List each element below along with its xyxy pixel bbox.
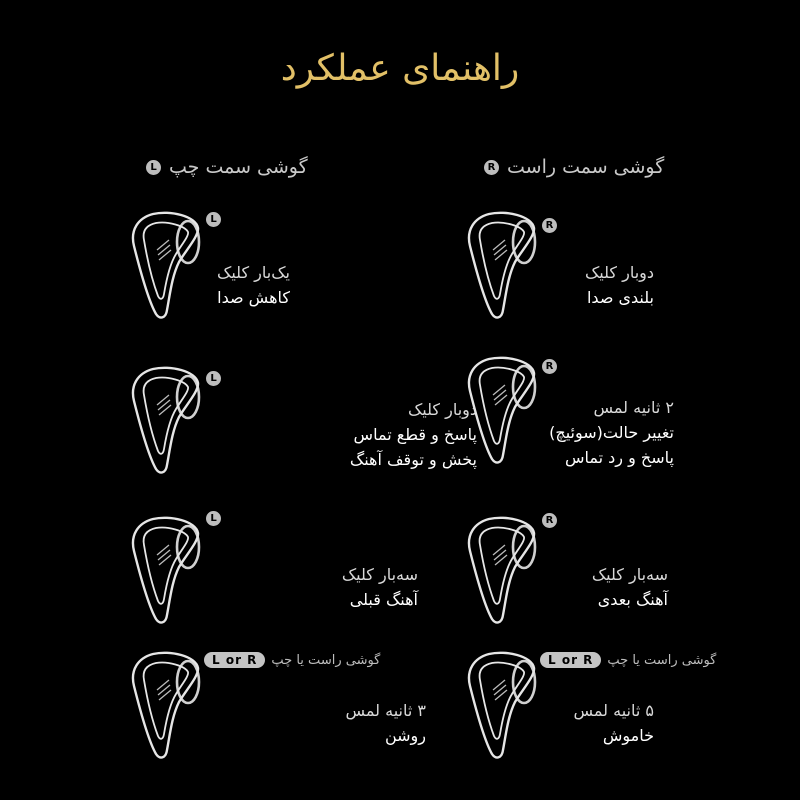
action-result: آهنگ قبلی — [349, 590, 418, 609]
action-result: خاموش — [602, 726, 654, 745]
left-card-3-text — [342, 562, 418, 612]
either-ear-text: گوشی راست یا چپ — [271, 652, 381, 668]
either-ear-label — [204, 652, 380, 668]
right-card-badge-icon: R — [542, 218, 557, 233]
earbud-icon — [466, 355, 546, 471]
earbud-icon — [130, 365, 210, 481]
left-heading-text: گوشی سمت چپ — [169, 156, 308, 178]
action-label: دوبار کلیک — [584, 263, 654, 282]
either-ear-label — [540, 652, 716, 668]
action-label: ۲ ثانیه لمس — [593, 398, 674, 417]
left-card-badge-icon: L — [206, 511, 221, 526]
right-card-badge-icon: R — [542, 513, 557, 528]
right-heading-text: گوشی سمت راست — [507, 156, 665, 178]
action-label: سه‌بار کلیک — [341, 565, 418, 584]
page-title: راهنمای عملکرد — [280, 48, 520, 89]
earbud-icon — [130, 650, 210, 766]
earbud-icon — [130, 210, 210, 326]
left-card-2-text — [350, 397, 477, 472]
earbud-icon — [130, 515, 210, 631]
left-card-1-text — [217, 260, 290, 310]
right-card-2-text — [549, 395, 674, 470]
action-label: یک‌بار کلیک — [217, 263, 290, 282]
l-or-r-badge-icon: L or R — [540, 652, 601, 668]
right-card-2 — [466, 355, 800, 485]
action-result-2: پخش و توقف آهنگ — [349, 450, 477, 469]
left-column-heading — [146, 154, 308, 180]
action-result: کاهش صدا — [217, 288, 290, 307]
left-badge-icon: L — [146, 160, 161, 175]
right-column-heading — [484, 154, 664, 180]
action-label: ۵ ثانیه لمس — [573, 701, 654, 720]
right-card-3-text — [592, 562, 668, 612]
earbud-icon — [466, 650, 546, 766]
earbud-icon — [466, 515, 546, 631]
action-label: سه‌بار کلیک — [591, 565, 668, 584]
right-badge-icon: R — [484, 160, 499, 175]
action-label: ۳ ثانیه لمس — [345, 701, 426, 720]
right-card-1-text — [585, 260, 654, 310]
action-result: روشن — [384, 726, 426, 745]
right-card-1 — [466, 210, 800, 340]
earbud-icon — [466, 210, 546, 326]
action-result: بلندی صدا — [586, 288, 654, 307]
right-card-4 — [466, 650, 800, 780]
left-card-badge-icon: L — [206, 212, 221, 227]
action-result-2: پاسخ و رد تماس — [564, 448, 674, 467]
right-card-4-text — [574, 698, 654, 748]
left-card-3 — [130, 515, 490, 645]
left-card-4-text — [346, 698, 426, 748]
action-result: آهنگ بعدی — [597, 590, 668, 609]
l-or-r-badge-icon: L or R — [204, 652, 265, 668]
either-ear-text: گوشی راست یا چپ — [607, 652, 717, 668]
right-card-3 — [466, 515, 800, 645]
left-card-2 — [130, 365, 490, 495]
left-card-badge-icon: L — [206, 371, 221, 386]
action-result: پاسخ و قطع تماس — [353, 425, 477, 444]
action-result: تغییر حالت(سوئیچ) — [549, 423, 674, 442]
left-card-4 — [130, 650, 490, 780]
left-card-1 — [130, 210, 490, 340]
right-card-badge-icon: R — [542, 359, 557, 374]
action-label: دوبار کلیک — [407, 400, 477, 419]
